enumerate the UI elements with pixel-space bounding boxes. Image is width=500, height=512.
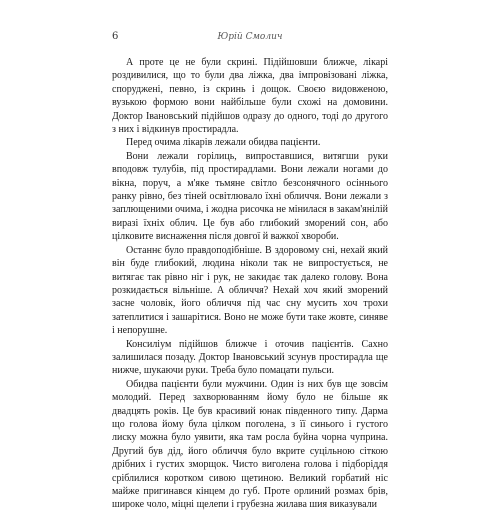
paragraph: Обидва пацієнти були мужчини. Один із них був ще зовсім молодий. Перед захворюванням йому було не більше як двадцять років. Це був красивий юнак південного типу. Дарма що голова йому була цілком поголена, з її синього і густого лиску можна було уявити, яка там росла буйна чорна чуприна. Другий був дід, його обличчя було вкрите суцільною сіткою дрібних і густих зморщок. Чисто виголена голова і підборіддя сріблилися коротком сивою щетиною. Великий горбатий ніс майже пригинався кінцем до губ. Проте орлиний розмах брів, широке чоло, міцні щелепи і грубезна жилава шия виказували: [112, 378, 388, 511]
running-header: [112, 31, 388, 45]
header-title: Юрій Смолич: [217, 32, 283, 42]
paragraph: Останнє було правдоподібніше. В здоровому сні, нехай який він буде глибокий, людина ніколи так не випростується, не витягає так рівно ніг і рук, не закидає так далеко голову. Вона розкидається вільніше. А обличчя? Нехай хоч який зморений засне чоловік, його обличчя під час сну мусить хоч трохи затеплитися і зашарітися. Воно не може бути таке жовте, синяве і непорушне.: [112, 244, 388, 337]
body-text: [112, 56, 388, 512]
page-number: 6: [112, 31, 119, 42]
paragraph: А проте це не були скрині. Підійшовши ближче, лікарі роздивилися, що то були два ліжка, два імпровізовані ліжка, споруджені, певно, із скринь і дощок. Своєю видовженою, вузькою формою вони найбільше були схожі на домовини. Доктор Івановський підійшов одразу до одного, тоді до другого з них і відкинув простирадла.: [112, 57, 388, 136]
paragraph: Консиліум підійшов ближче і оточив пацієнтів. Сахно залишилася позаду. Доктор Івановський зсунув простирадла ще нижче, шукаючи руки. Треба було помацати пульси.: [112, 338, 388, 377]
paragraph: Перед очима лікарів лежали обидва пацієнти.: [126, 137, 321, 149]
paragraph: Вони лежали горілиць, випроставшися, витягши руки вподовж тулубів, під простирадлами. Вони лежали ногами до вікна, поруч, а м'яке тьмяне світло безсонячного осіннього ранку рівно, без тіней освітлювало їхні обличчя. Вони лежали з заплющеними очима, і жодна рисочка не мінилася в закам'янілій виразі їхніх облич. Це був або глибокий зморений сон, або цілковите виснаження після довгої й важкої хвороби.: [112, 150, 388, 243]
